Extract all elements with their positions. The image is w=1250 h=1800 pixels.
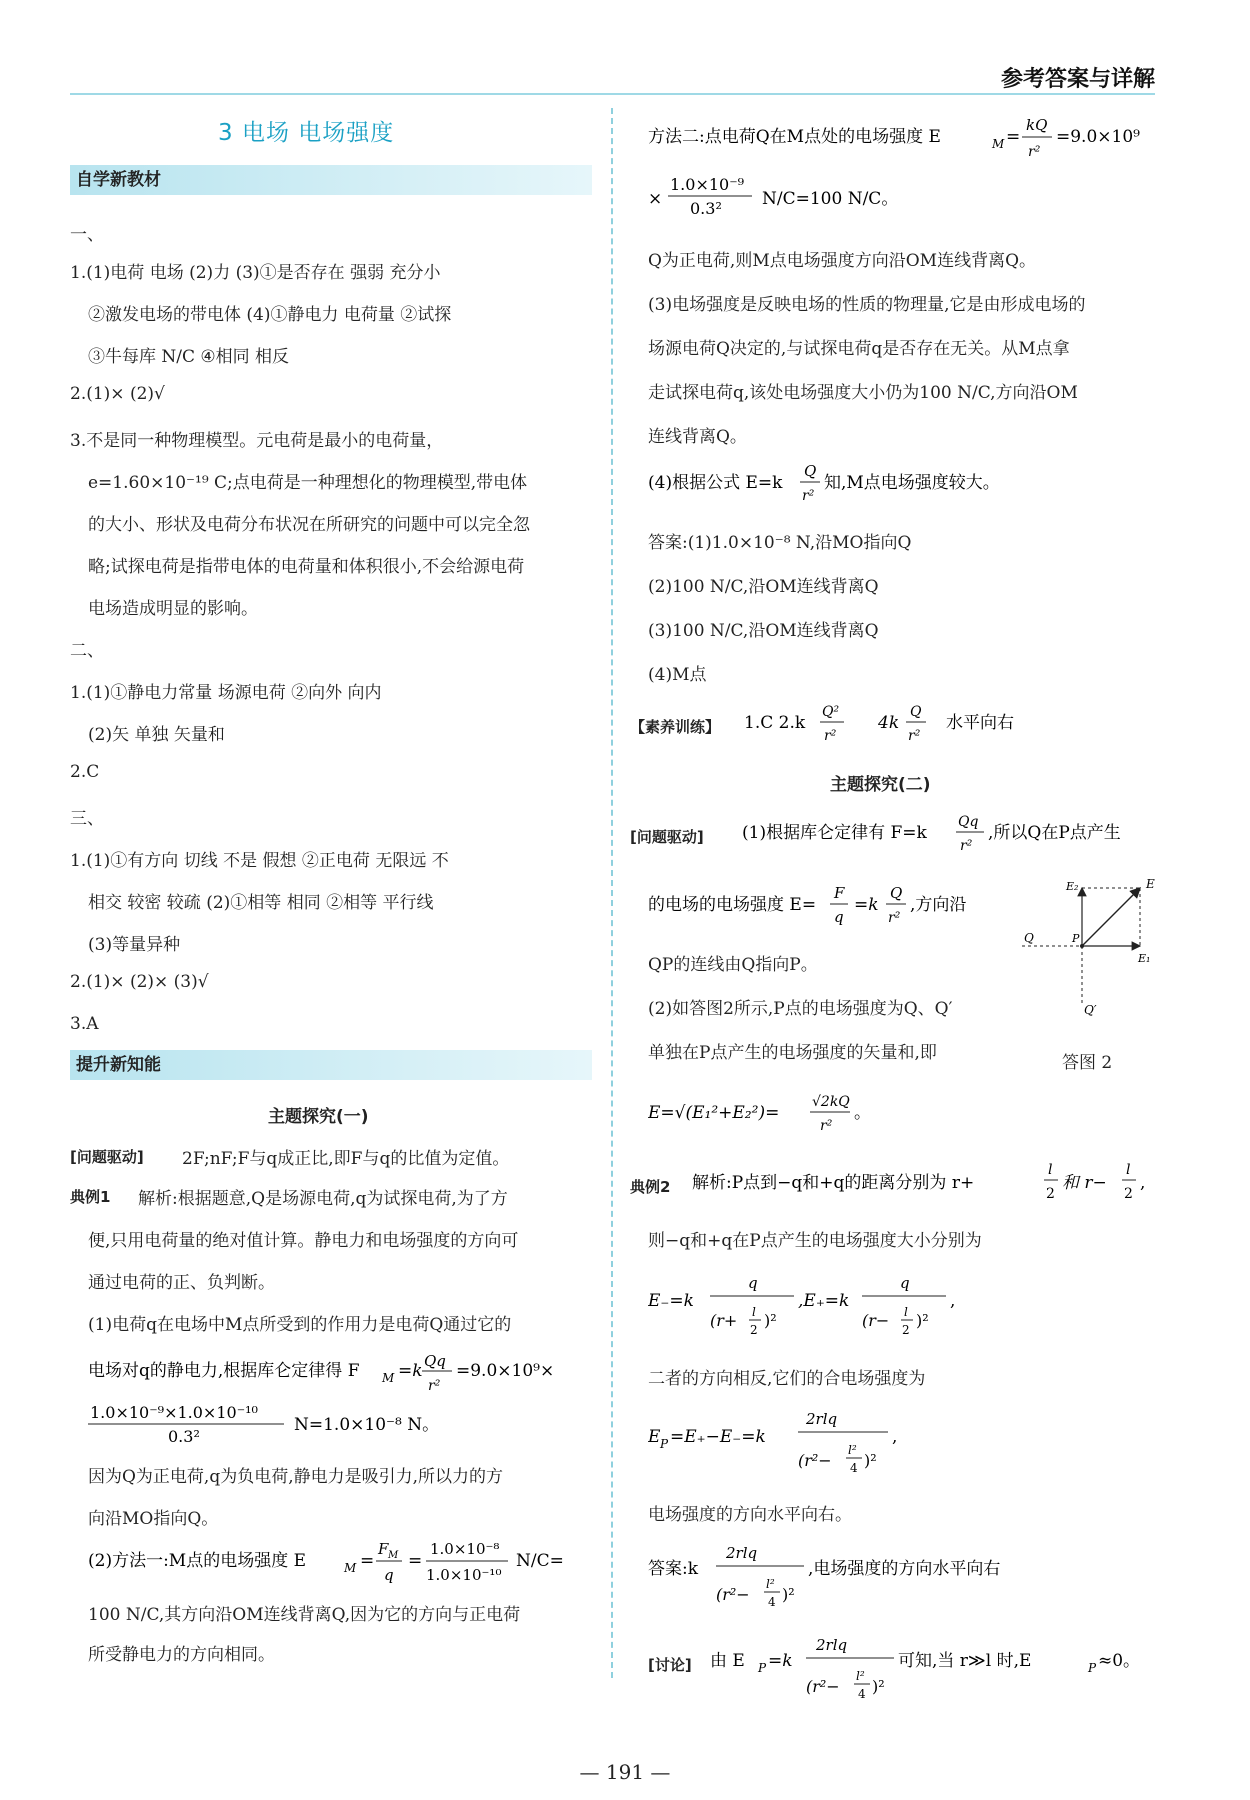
formula-num: 2rlq (816, 1636, 848, 1654)
header-title: 参考答案与详解 (1000, 67, 1155, 92)
formula-num: Qq (424, 1352, 446, 1370)
answer-line: 答案:(1)1.0×10⁻⁸ N,沿MO指向Q (648, 533, 912, 553)
svg-text:(r²−: (r²− (806, 1677, 840, 1696)
formula-num: l (1126, 1162, 1131, 1178)
example-2-label: 典例2 (630, 1178, 671, 1196)
label-q-prime: Q′ (1084, 1003, 1097, 1017)
formula-den: 0.3² (690, 199, 722, 218)
text-line: 相交 较密 较疏 (2)①相等 相同 ②相等 平行线 (88, 893, 434, 913)
formula-den: r² (428, 1378, 441, 1394)
formula-num: q (900, 1274, 910, 1292)
svg-text:)²: )² (872, 1677, 885, 1696)
svg-text:l²: l² (848, 1443, 857, 1457)
formula-num: F (378, 1540, 389, 1558)
formula-num: 1.0×10⁻⁹ (670, 175, 745, 194)
label-q: Q (1024, 931, 1034, 945)
formula-text: 1.C 2.k (744, 713, 806, 733)
formula-resultant (648, 1084, 968, 1140)
formula-field-method2 (648, 110, 1168, 220)
formula-sub: P (660, 1437, 669, 1451)
text-line: 3.A (70, 1014, 99, 1034)
formula-den: q (834, 908, 844, 926)
formula-field-method1 (88, 1532, 598, 1588)
formula-text: N/C=100 N/C。 (762, 189, 899, 209)
text-line: 2F;nF;F与q成正比,即F与q的比值为定值。 (182, 1149, 510, 1169)
formula-sub: P (758, 1661, 767, 1675)
formula-num: 1.0×10⁻⁹×1.0×10⁻¹⁰ (90, 1403, 258, 1422)
heading-yi: 一、 (70, 225, 104, 245)
svg-text:)²: )² (916, 1311, 929, 1330)
training-label: 【素养训练】 (630, 718, 721, 736)
formula-text: ,电场强度的方向水平向右 (808, 1559, 1001, 1579)
text-line: 2.C (70, 762, 100, 782)
formula-den: r² (908, 728, 921, 744)
text-line: 连线背离Q。 (648, 427, 747, 447)
formula-text: 水平向右 (946, 713, 1014, 733)
text-line: Q为正电荷,则M点电场强度方向沿OM连线背离Q。 (648, 251, 1037, 271)
formula-text: 4k (878, 713, 900, 733)
vector-diagram (1012, 874, 1172, 1034)
label-e1: E₁ (1138, 952, 1151, 965)
formula-text: N/C= (516, 1551, 564, 1571)
text-line: 向沿MO指向Q。 (88, 1509, 219, 1529)
heading-er: 二、 (70, 641, 104, 661)
formula-text: ,所以Q在P点产生 (988, 823, 1121, 843)
text-line: 3.不是同一种物理模型。元电荷是最小的电荷量， (70, 431, 444, 451)
formula-num: Q² (822, 704, 840, 720)
formula-den: (r+ (710, 1311, 738, 1330)
formula-text: = (360, 1551, 375, 1571)
formula-text: 和 r− (1062, 1173, 1107, 1193)
svg-text:4: 4 (858, 1687, 866, 1701)
svg-text:4: 4 (768, 1595, 776, 1609)
svg-text:l: l (752, 1305, 756, 1319)
text-line: 单独在P点产生的电场强度的矢量和,即 (648, 1043, 937, 1063)
formula-sub: M (992, 137, 1005, 151)
svg-text:2: 2 (902, 1323, 910, 1337)
svg-text:2: 2 (750, 1323, 758, 1337)
text-line: (3)电场强度是反映电场的性质的物理量,它是由形成电场的 (648, 295, 1086, 315)
text-line: 电场强度的方向水平向右。 (648, 1505, 852, 1525)
formula-sub: M (382, 1371, 395, 1385)
text-line: 走试探电荷q,该处电场强度大小仍为100 N/C,方向沿OM (648, 383, 1078, 403)
bar-improve: 提升新知能 (70, 1050, 592, 1080)
discussion-label: [讨论] (648, 1656, 692, 1674)
formula-text: =k (398, 1361, 423, 1381)
formula-resultant-ep (648, 1400, 1168, 1490)
formula-den: r² (820, 1118, 833, 1134)
formula-text: =9.0×10⁹ (1056, 127, 1140, 147)
text-line: 1.(1)①静电力常量 场源电荷 ②向外 向内 (70, 683, 382, 703)
formula-text: E₋=k (648, 1291, 694, 1311)
formula-sub: M (344, 1561, 357, 1575)
svg-text:=: = (408, 1551, 423, 1571)
formula-discussion (710, 1626, 1170, 1710)
formula-den: 2 (1046, 1186, 1055, 1202)
text-line: 电场造成明显的影响。 (88, 599, 258, 619)
text-line: 所受静电力的方向相同。 (88, 1645, 275, 1665)
formula-text: ,方向沿 (910, 895, 967, 915)
bar-self-study: 自学新教材 (70, 165, 592, 195)
text-line: 1.(1)电荷 电场 (2)力 (3)①是否存在 强弱 充分小 (70, 263, 441, 283)
formula-text: ,E₊=k (798, 1291, 850, 1311)
text-line: 略;试探电荷是指带电体的电荷量和体积很小,不会给源电荷 (88, 557, 525, 577)
svg-text:l: l (904, 1305, 908, 1319)
formula-num: 2rlq (726, 1544, 758, 1562)
svg-text:。: 。 (854, 1103, 871, 1123)
vector-e (1082, 888, 1140, 946)
formula-num: √2kQ (812, 1094, 850, 1110)
formula-answer (648, 1534, 1168, 1618)
text-line: (1)电荷q在电场中M点所受到的作用力是电荷Q通过它的 (88, 1315, 512, 1335)
text-line: ③牛每库 N/C ④相同 相反 (88, 347, 290, 367)
formula-den: 0.3² (168, 1427, 200, 1446)
text-line: (2)如答图2所示,P点的电场强度为Q、Q′ (648, 999, 953, 1019)
formula-text: 答案:k (648, 1559, 699, 1579)
formula-num: F (834, 884, 845, 902)
formula-text: 电场对q的静电力,根据库仑定律得 F (88, 1361, 360, 1381)
text-line: 则−q和+q在P点产生的电场强度大小分别为 (648, 1231, 982, 1251)
formula-field-q2 (648, 876, 1038, 932)
point-p (1080, 944, 1084, 948)
formula-text: N=1.0×10⁻⁸ N。 (294, 1415, 440, 1435)
formula-text: 由 E (710, 1651, 745, 1671)
formula-text: =k (768, 1651, 793, 1671)
svg-text:(r²−: (r²− (716, 1585, 750, 1604)
formula-num: 1.0×10⁻⁸ (430, 1540, 500, 1558)
svg-text:=: = (1006, 127, 1021, 147)
formula-den: r² (1028, 144, 1041, 160)
text-line: (2)矢 单独 矢量和 (88, 725, 225, 745)
text-line: 2.(1)× (2)√ (70, 384, 165, 404)
text-line: 场源电荷Q决定的,与试探电荷q是否存在无关。从M点拿 (648, 339, 1070, 359)
label-e: E (1146, 877, 1155, 891)
column-divider (611, 108, 613, 1678)
formula-num: Q (804, 462, 817, 480)
formula-text: E=√(E₁²+E₂²)= (648, 1103, 780, 1123)
formula-coulomb-q2 (742, 804, 1172, 860)
svg-text:×: × (648, 189, 663, 209)
svg-text:,: , (1140, 1173, 1146, 1193)
formula-den: 1.0×10⁻¹⁰ (426, 1566, 502, 1584)
text-line: 通过电荷的正、负判断。 (88, 1273, 275, 1293)
formula-num: 2rlq (806, 1410, 838, 1428)
topic-one-title: 主题探究(一) (268, 1107, 369, 1127)
svg-text:M: M (388, 1550, 399, 1561)
example-1-label: 典例1 (70, 1188, 111, 1206)
heading-san: 三、 (70, 809, 104, 829)
page-number: — 191 — (579, 1760, 671, 1784)
text-line: 二者的方向相反,它们的合电场强度为 (648, 1369, 926, 1389)
formula-text: 知,M点电场强度较大。 (824, 473, 1000, 493)
formula-text: =k (854, 895, 879, 915)
formula-text: 解析:P点到−q和+q的距离分别为 r+ (692, 1173, 975, 1193)
formula-two-fields (648, 1264, 1168, 1354)
text-line: 解析:根据题意,Q是场源电荷,q为试探电荷,为了方 (138, 1189, 508, 1209)
question-label: [问题驱动] (70, 1148, 144, 1166)
formula-text: ≈0。 (1098, 1651, 1141, 1671)
text-line: QP的连线由Q指向P。 (648, 955, 818, 975)
header-divider (70, 93, 1155, 95)
formula-num: Q (890, 884, 903, 902)
formula-num: l (1048, 1162, 1053, 1178)
formula-den: r² (824, 728, 837, 744)
formula-num: kQ (1026, 116, 1048, 134)
formula-distances (692, 1152, 1172, 1212)
svg-text:,: , (892, 1427, 898, 1447)
text-line: 的大小、形状及电荷分布状况在所研究的问题中可以完全忽 (88, 515, 530, 535)
text-line: 2.(1)× (2)× (3)√ (70, 972, 209, 992)
answer-line: (3)100 N/C,沿OM连线背离Q (648, 621, 879, 641)
formula-num: Q (910, 704, 922, 720)
answer-line: (4)M点 (648, 665, 707, 685)
formula-coulomb-force (88, 1336, 598, 1446)
svg-text:)²: )² (864, 1451, 877, 1470)
svg-text:l²: l² (856, 1669, 865, 1683)
label-p: P (1072, 932, 1080, 945)
text-line: 1.(1)①有方向 切线 不是 假想 ②正电荷 无限远 不 (70, 851, 449, 871)
text-line: 便,只用电荷量的绝对值计算。静电力和电场强度的方向可 (88, 1231, 519, 1251)
formula-text: 可知,当 r≫l 时,E (898, 1651, 1032, 1671)
formula-training (744, 694, 1124, 750)
formula-text: =9.0×10⁹× (456, 1361, 555, 1381)
text-line: 因为Q为正电荷,q为负电荷,静电力是吸引力,所以力的方 (88, 1467, 504, 1487)
formula-den: 2 (1124, 1186, 1133, 1202)
svg-text:)²: )² (782, 1585, 795, 1604)
formula-num: Qq (958, 814, 979, 830)
text-line: ②激发电场的带电体 (4)①静电力 电荷量 ②试探 (88, 305, 452, 325)
formula-den: (r− (862, 1311, 890, 1330)
formula-num: q (748, 1274, 758, 1292)
text-line: 100 N/C,其方向沿OM连线背离Q,因为它的方向与正电荷 (88, 1605, 521, 1625)
section-title: 3 电场 电场强度 (218, 120, 395, 146)
formula-sub: P (1088, 1661, 1097, 1675)
formula-text: E (648, 1427, 661, 1447)
formula-text: (2)方法一:M点的电场强度 E (88, 1551, 307, 1571)
formula-text: (4)根据公式 E=k (648, 473, 783, 493)
formula-text: 的电场的电场强度 E= (648, 895, 817, 915)
label-e2: E₂ (1066, 880, 1079, 893)
svg-text:(r²−: (r²− (798, 1451, 832, 1470)
svg-text:,: , (950, 1291, 956, 1311)
formula-den: r² (960, 838, 973, 854)
formula-text: (1)根据库仑定律有 F=k (742, 823, 927, 843)
formula-den: r² (802, 488, 815, 504)
question-2-label: [问题驱动] (630, 828, 704, 846)
formula-field-compare (648, 454, 1168, 510)
svg-text:4: 4 (850, 1461, 858, 1475)
svg-text:)²: )² (764, 1311, 777, 1330)
text-line: (3)等量异种 (88, 935, 181, 955)
formula-den: r² (888, 910, 901, 926)
topic-two-title: 主题探究(二) (830, 775, 931, 795)
svg-text:l²: l² (766, 1577, 775, 1591)
formula-den: q (384, 1566, 394, 1584)
text-line: e=1.60×10⁻¹⁹ C;点电荷是一种理想化的物理模型,带电体 (88, 473, 528, 493)
figure-caption: 答图 2 (1062, 1053, 1113, 1073)
answer-line: (2)100 N/C,沿OM连线背离Q (648, 577, 879, 597)
formula-text: 方法二:点电荷Q在M点处的电场强度 E (648, 127, 941, 147)
formula-text: =E₊−E₋=k (670, 1427, 766, 1447)
